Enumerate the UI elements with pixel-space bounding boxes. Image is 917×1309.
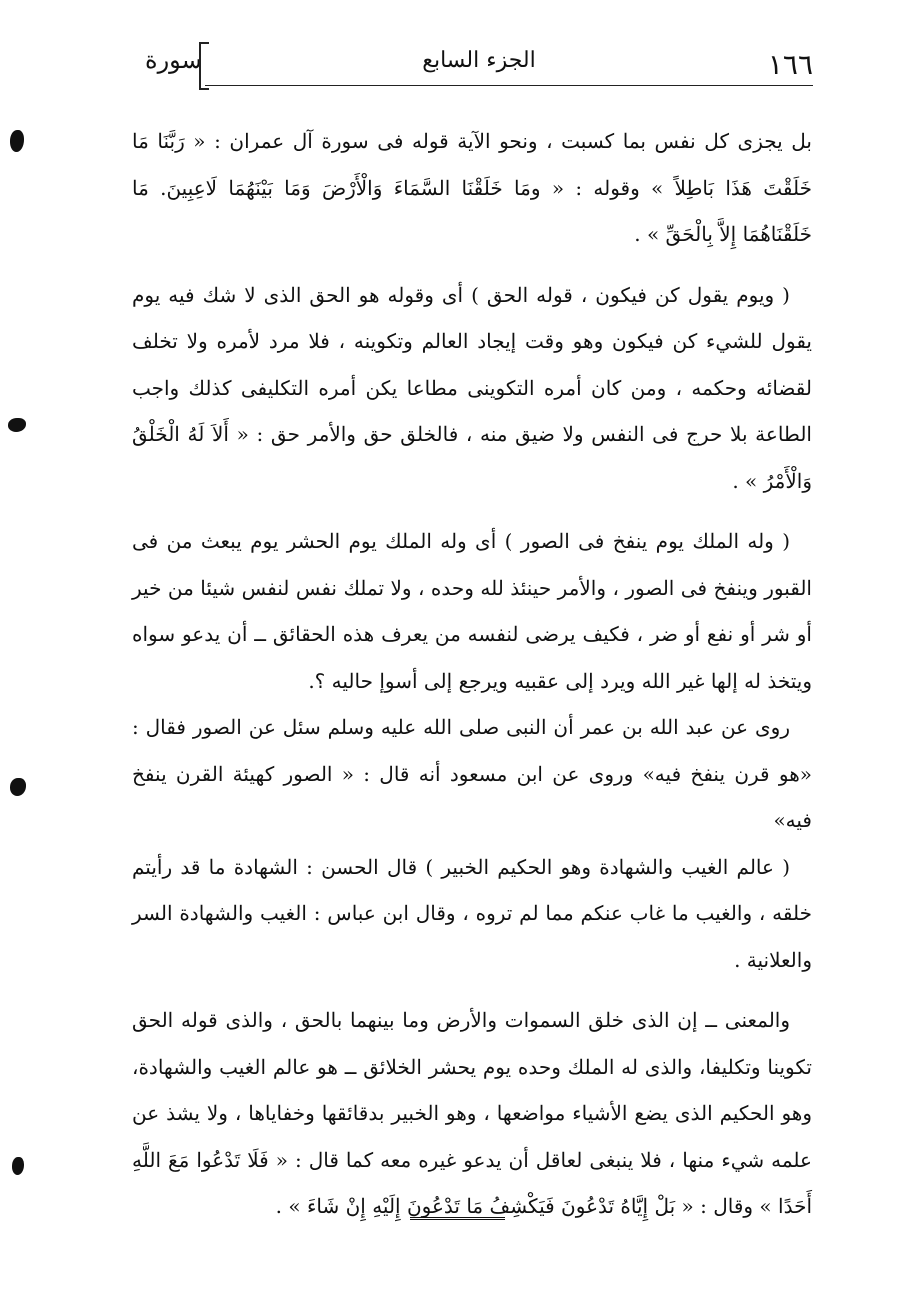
paragraph-2: ( ويوم يقول كن فيكون ، قوله الحق ) أى وقوله هو الحق الذى لا شك فيه يوم يقول للشيء كن فيكون وهو وقت إيجاد العالم وتكوينه ، فلا مرد لأمره ولا تخلف لقضائه وحكمه ، ومن كان أمره التكوينى مطاعا يكن أمره التكليفى كذلك واجب الطاعة بلا حرج فى النفس ولا ضيق منه ، فالخلق حق والأمر حق : « أَلاَ لَهُ الْخَلْقُ وَالْأَمْرُ » . (132, 282, 812, 493)
scan-blot (10, 130, 24, 152)
paragraph-3: ( وله الملك يوم ينفخ فى الصور ) أى وله الملك يوم الحشر يوم يبعث من فى القبور وينفخ فى الصور ، والأمر حينئذ لله وحده ، ولا تملك نفس لنفس شيئا من خير أو شر أو نفع أو ضر ، فكيف يرضى لنفسه من يعرف هذه الحقائق ــ أن يدعو سواه ويتخذ له إلها غير الله ويرد إلى عقبيه ويرجع إلى أسوإ حاليه ؟. (132, 529, 812, 693)
paragraph-5: ( عالم الغيب والشهادة وهو الحكيم الخبير ) قال الحسن : الشهادة ما قد رأيتم خلقه ، والغيب ما غاب عنكم مما لم تروه ، وقال ابن عباس : الغيب والشهادة السر والعلانية . (132, 854, 812, 972)
surah-label: سورة (145, 46, 202, 74)
header-rule (205, 85, 813, 86)
part-title: الجزء السابع (422, 48, 536, 73)
paragraph-6: والمعنى ــ إن الذى خلق السموات والأرض وما بينهما بالحق ، والذى قوله الحق تكوينا وتكليفا، والذى له الملك وحده يوم يحشر الخلائق ــ هو عالم الغيب والشهادة، وهو الحكيم الذى يضع الأشياء مواضعها ، وهو الخبير بدقائقها وخفاياها ، ولا يشذ عن علمه شيء منها ، فلا ينبغى لعاقل أن يدعو غيره معه كما قال : « فَلَا تَدْعُوا مَعَ اللَّهِ أَحَدًا » وقال : « بَلْ إِيَّاهُ تَدْعُونَ فَيَكْشِفُ مَا تَدْعُونَ إِلَيْهِ إِنْ شَاءَ » . (132, 1008, 812, 1218)
scan-blot (10, 778, 26, 796)
paragraph-4: روى عن عبد الله بن عمر أن النبى صلى الله عليه وسلم سئل عن الصور فقال : «هو قرن ينفخ فيه» وروى عن ابن مسعود أنه قال : « الصور كهيئة القرن ينفخ فيه» (132, 715, 812, 832)
scan-blot (8, 418, 26, 432)
header-bracket (199, 42, 209, 90)
page-number: ١٦٦ (767, 48, 813, 81)
page-body (132, 118, 812, 1230)
scan-blot (12, 1157, 24, 1175)
page-header (145, 42, 813, 86)
end-rule (410, 1217, 505, 1223)
paragraph-1: بل يجزى كل نفس بما كسبت ، ونحو الآية قوله فى سورة آل عمران : « رَبَّنَا مَا خَلَقْتَ هَذَا بَاطِلاً » وقوله : « ومَا خَلَقْنَا السَّمَاءَ وَالْأَرْضَ وَمَا بَيْنَهُمَا لَاعِبِينَ. مَا خَلَقْنَاهُمَا إِلاَّ بِالْحَقِّ » . (132, 129, 812, 246)
